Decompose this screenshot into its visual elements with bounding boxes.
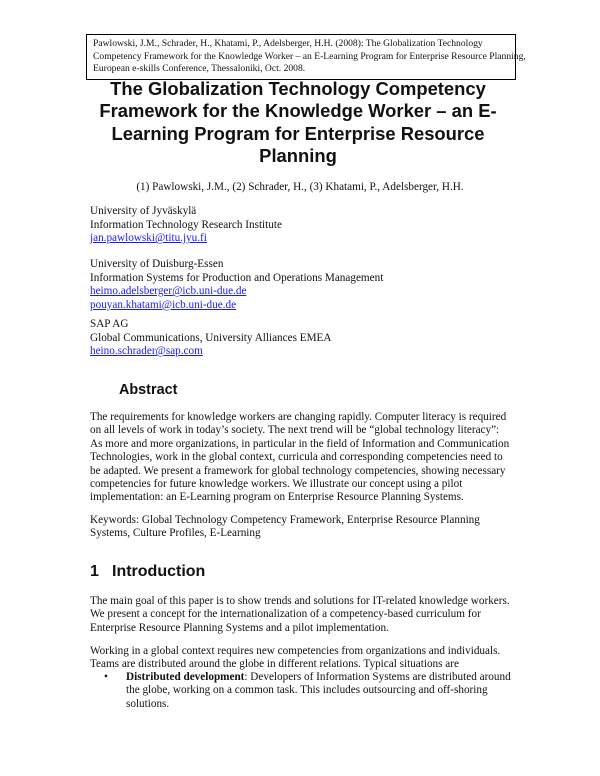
introduction-heading [90, 563, 205, 581]
title-line: Learning Program for Enterprise Resource [111, 122, 485, 144]
citation-line: Pawlowski, J.M., Schrader, H., Khatami, P., Adelsberger, H.H. (2008): The Globalization Technology [93, 38, 483, 49]
abstract-line: competencies for future knowledge workers. We illustrate our concept using a pilot [90, 478, 463, 491]
bullet-first-line: : Developers of Information Systems are distributed around [244, 671, 511, 683]
title-line: Planning [259, 145, 337, 167]
bullet-dot-icon: • [104, 671, 108, 683]
intro-line: We present a concept for the internationalization of a competency-based curriculum for [90, 608, 481, 621]
email-link[interactable]: pouyan.khatami@icb.uni-due.de [90, 298, 237, 311]
intro-paragraph-2 [90, 645, 520, 672]
affiliation-block [90, 258, 520, 312]
bullet-term: Distributed development [126, 671, 245, 683]
affiliation-institution: SAP AG [90, 318, 129, 330]
title-line: Framework for the Knowledge Worker – an E- [99, 100, 497, 122]
email-link[interactable]: jan.pawlowski@titu.jyu.fi [90, 232, 207, 245]
intro-line: Teams are distributed around the globe in different relations. Typical situations are [90, 658, 459, 671]
abstract-line: on all levels of work in today’s society. The next trend will be “global technology literacy”: [90, 424, 500, 437]
affiliation-institution: University of Duisburg-Essen [90, 258, 224, 270]
author-list: (1) Pawlowski, J.M., (2) Schrader, H., (3) Khatami, P., Adelsberger, H.H. [136, 181, 464, 193]
citation-line: European e-skills Conference, Thessaloniki, Oct. 2008. [93, 63, 306, 75]
abstract-line: The requirements for knowledge workers are changing rapidly. Computer literacy is required [90, 411, 507, 423]
email-link[interactable]: heimo.adelsberger@icb.uni-due.de [90, 285, 247, 298]
email-link[interactable]: heino.schrader@sap.com [90, 345, 203, 358]
section-number: 1 [90, 563, 99, 580]
abstract-line: Technologies, work in the global context, curricula and corresponding competencies need to [90, 451, 503, 464]
affiliation-block [90, 318, 520, 359]
intro-line: Working in a global context requires new competencies from organizations and individuals. [90, 645, 501, 657]
affiliation-block [90, 205, 520, 246]
abstract-line: be adapted. We present a framework for global technology competencies, showing necessary [90, 464, 506, 477]
bullet-text [126, 671, 518, 711]
affiliation-institution: University of Jyväskylä [90, 205, 197, 217]
keywords-paragraph [90, 514, 520, 541]
affiliation-department: Information Technology Research Institute [90, 218, 282, 231]
abstract-paragraph [90, 411, 520, 505]
keywords-line: Keywords: Global Technology Competency Framework, Enterprise Resource Planning [90, 514, 480, 526]
citation-line: Competency Framework for the Knowledge Worker – an E-Learning Program for Enterprise Resource Planning, [93, 50, 526, 62]
title-line: The Globalization Technology Competency [110, 78, 486, 99]
bullet-line: the globe, working on a common task. This includes outsourcing and off-shoring [126, 684, 488, 697]
citation-box [86, 34, 526, 80]
abstract-line: As more and more organizations, in particular in the field of Information and Communication [90, 437, 510, 450]
intro-paragraph-1 [90, 595, 520, 635]
abstract-line: implementation: an E-Learning program on Enterprise Resource Planning Systems. [90, 491, 464, 504]
section-title: Introduction [112, 563, 206, 580]
intro-line: The main goal of this paper is to show trends and solutions for IT-related knowledge workers. [90, 595, 510, 607]
paper-title [92, 78, 504, 168]
abstract-heading: Abstract [119, 382, 178, 398]
intro-line: Enterprise Resource Planning Systems and a pilot implementation. [90, 621, 389, 634]
keywords-line: Systems, Culture Profiles, E-Learning [90, 527, 261, 540]
affiliation-department: Information Systems for Production and Operations Management [90, 271, 384, 284]
affiliation-department: Global Communications, University Alliances EMEA [90, 331, 332, 344]
bullet-line: solutions. [126, 697, 170, 710]
